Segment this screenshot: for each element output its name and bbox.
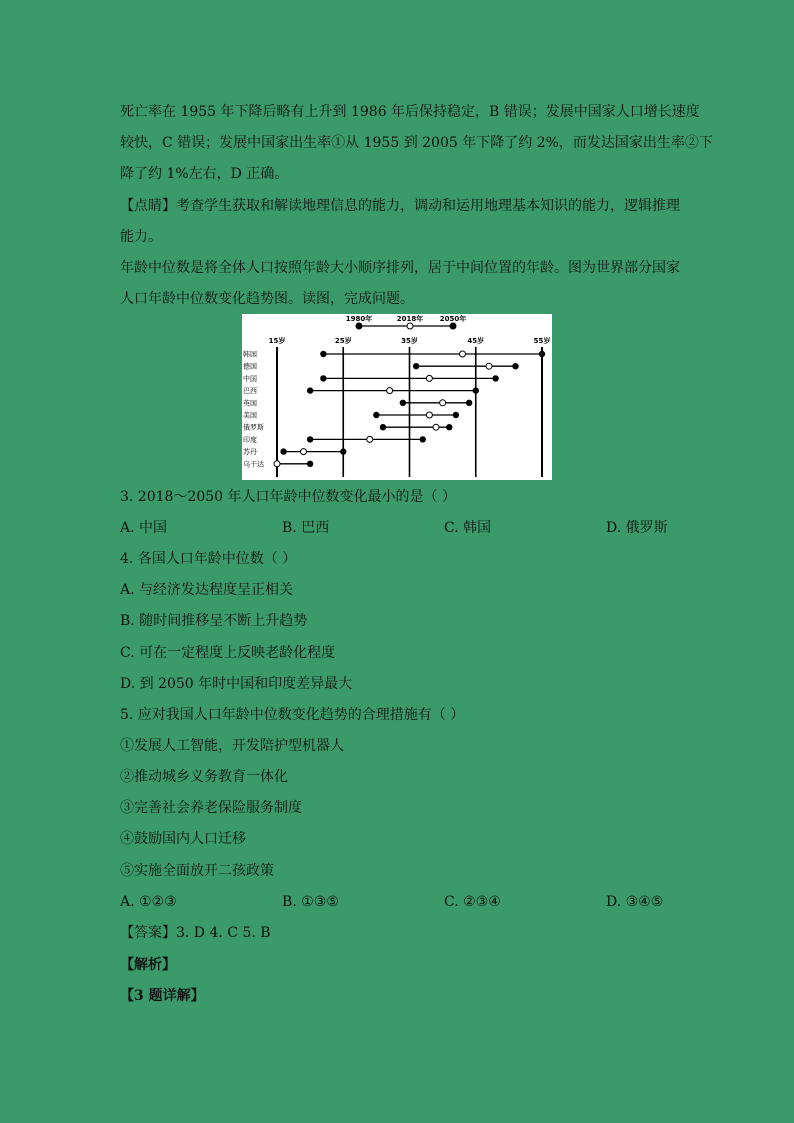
q3-option-a[interactable]: A. 中国 (120, 520, 168, 536)
point-1980 (307, 436, 313, 442)
point-2018 (387, 388, 393, 394)
point-2050 (539, 351, 545, 357)
x-tick-label: 15岁 (268, 337, 286, 345)
analysis-heading: 【解析】 (120, 957, 176, 973)
x-tick-label: 45岁 (467, 337, 485, 345)
q3-option-c[interactable]: C. 韩国 (444, 520, 492, 536)
q3-option-d[interactable]: D. 俄罗斯 (606, 520, 668, 536)
median-age-chart (242, 314, 552, 480)
q5-option-b[interactable]: B. ①③⑤ (282, 894, 339, 910)
point-2050 (492, 375, 498, 381)
point-1980 (280, 448, 286, 454)
point-2018 (426, 412, 432, 418)
tip-line: 【点睛】考查学生获取和解读地理信息的能力，调动和运用地理基本知识的能力，逻辑推理 (120, 198, 680, 214)
country-label: 英国 (243, 399, 257, 408)
chart-legend (346, 314, 466, 329)
point-2050 (420, 436, 426, 442)
country-label: 乌干达 (243, 460, 264, 469)
q5-item: ⑤实施全面放开二孩政策 (120, 863, 274, 879)
country-label: 美国 (243, 411, 257, 420)
q5-item: ②推动城乡义务教育一体化 (120, 769, 288, 785)
point-2018 (433, 424, 439, 430)
legend-marker (407, 323, 413, 329)
intro-line: 年龄中位数是将全体人口按照年龄大小顺序排列，居于中间位置的年龄。图为世界部分国家 (120, 260, 680, 276)
country-label: 德国 (243, 362, 257, 371)
q5-option-a[interactable]: A. ①②③ (120, 894, 177, 910)
point-2018 (274, 461, 280, 467)
q5-item: ③完善社会养老保险服务制度 (120, 800, 302, 816)
q4-option-d[interactable]: D. 到 2050 年时中国和印度差异最大 (120, 676, 353, 692)
country-label: 韩国 (243, 350, 257, 359)
point-2050 (340, 448, 346, 454)
answer-line: 【答案】3. D 4. C 5. B (120, 925, 271, 941)
q3-option-b[interactable]: B. 巴西 (282, 520, 330, 536)
chart-rows (243, 350, 545, 469)
point-1980 (413, 363, 419, 369)
country-label: 巴西 (243, 387, 257, 396)
legend-marker (450, 323, 456, 329)
x-tick-label: 55岁 (533, 337, 551, 345)
point-2018 (486, 363, 492, 369)
point-2018 (301, 449, 307, 455)
question-3-stem: 3. 2018～2050 年人口年龄中位数变化最小的是（ ） (120, 489, 456, 505)
point-2050 (512, 363, 518, 369)
point-1980 (373, 412, 379, 418)
legend-label: 2050年 (439, 315, 467, 323)
point-1980 (320, 351, 326, 357)
paragraph-line: 死亡率在 1955 年下降后略有上升到 1986 年后保持稳定，B 错误；发展中国家人口增长速度 (120, 104, 700, 120)
point-1980 (307, 387, 313, 393)
question-5-stem: 5. 应对我国人口年龄中位数变化趋势的合理措施有（ ） (120, 707, 465, 723)
point-1980 (320, 375, 326, 381)
q5-option-d[interactable]: D. ③④⑤ (606, 894, 664, 910)
legend-label: 2018年 (396, 315, 424, 323)
point-2050 (307, 461, 313, 467)
point-2018 (440, 400, 446, 406)
country-label: 中国 (243, 374, 257, 383)
q4-option-c[interactable]: C. 可在一定程度上反映老龄化程度 (120, 645, 336, 661)
country-label: 苏丹 (243, 448, 257, 457)
tip-line: 能力。 (120, 229, 162, 245)
country-label: 俄罗斯 (243, 423, 264, 432)
x-tick-label: 35岁 (401, 337, 418, 345)
point-2050 (473, 387, 479, 393)
q4-option-b[interactable]: B. 随时间推移呈不断上升趋势 (120, 613, 308, 629)
point-2050 (466, 400, 472, 406)
question-4-stem: 4. 各国人口年龄中位数（ ） (120, 551, 297, 567)
intro-line: 人口年龄中位数变化趋势图。读图，完成问题。 (120, 291, 414, 307)
legend-marker (356, 323, 362, 329)
paragraph-line: 降了约 1%左右，D 正确。 (120, 166, 289, 182)
x-tick-label: 25岁 (334, 337, 352, 345)
legend-label: 1980年 (345, 315, 373, 323)
chart-x-ticks (269, 336, 551, 345)
point-1980 (400, 400, 406, 406)
detail-heading: 【3 题详解】 (120, 988, 205, 1004)
q5-item: ①发展人工智能，开发陪护型机器人 (120, 738, 344, 754)
q4-option-a[interactable]: A. 与经济发达程度呈正相关 (120, 582, 294, 598)
point-2018 (367, 436, 373, 442)
point-2018 (460, 351, 466, 357)
point-2018 (426, 375, 432, 381)
country-label: 印度 (243, 435, 257, 444)
point-2050 (453, 412, 459, 418)
q5-option-c[interactable]: C. ②③④ (444, 894, 501, 910)
point-1980 (380, 424, 386, 430)
paragraph-line: 较快，C 错误；发展中国家出生率①从 1955 到 2005 年下降了约 2%，而发达国家出生率②下 (120, 135, 713, 151)
point-2050 (446, 424, 452, 430)
q5-item: ④鼓励国内人口迁移 (120, 831, 246, 847)
